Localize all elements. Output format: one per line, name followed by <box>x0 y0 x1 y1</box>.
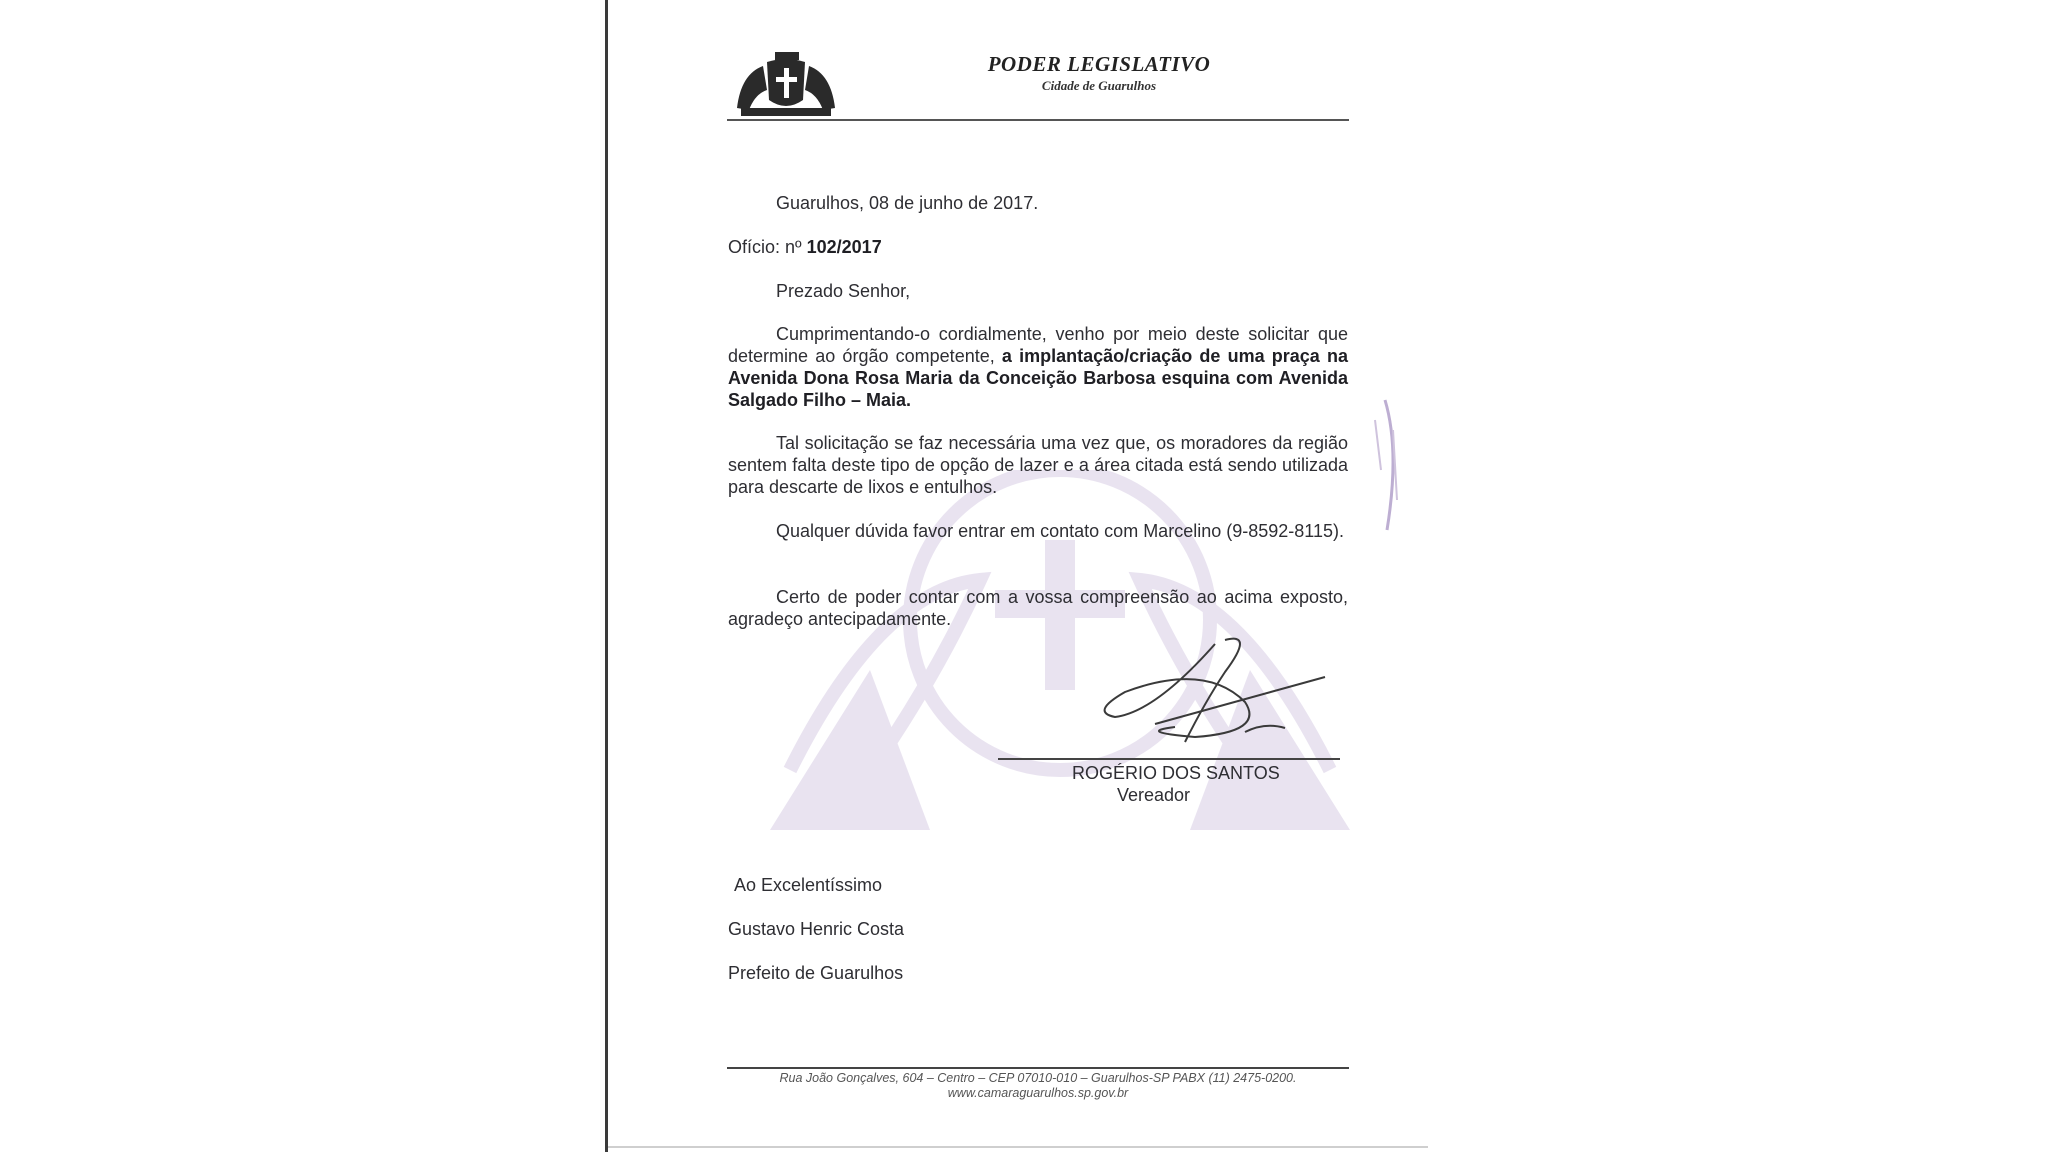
header-rule <box>727 119 1349 121</box>
paragraph-request-text: Cumprimentando-o cordialmente, venho por meio deste solicitar que determine ao órgão competente, <box>728 324 1348 366</box>
oficio-line <box>728 236 882 258</box>
institution-title: PODER LEGISLATIVO <box>987 52 1211 76</box>
paragraph-justification: Tal solicitação se faz necessária uma vez que, os moradores da região sentem falta deste tipo de opção de lazer e a área citada está sendo utilizada para descarte de lixos e entulhos. <box>728 433 1348 497</box>
salutation: Prezado Senhor, <box>776 281 911 301</box>
recipient-name: Gustavo Henric Costa <box>728 919 905 939</box>
footer-website: www.camaraguarulhos.sp.gov.br <box>947 1086 1129 1100</box>
paragraph-request-bold: a implantação/criação de uma praça na Avenida Dona Rosa Maria da Conceição Barbosa esquina com Avenida Salgado Filho – Maia. <box>728 346 1348 410</box>
footer-address: Rua João Gonçalves, 604 – Centro – CEP 07010-010 – Guarulhos-SP PABX (11) 2475-0200. <box>779 1071 1297 1085</box>
paragraph-closing: Certo de poder contar com a vossa compreensão ao acima exposto, agradeço antecipadamente. <box>728 587 1348 629</box>
paragraph-request <box>728 323 1348 411</box>
side-stamp-mark <box>1355 390 1415 540</box>
paragraph-contact: Qualquer dúvida favor entrar em contato com Marcelino (9-8592-8115). <box>776 521 1344 541</box>
handwritten-signature <box>1095 632 1340 762</box>
recipient-salutation: Ao Excelentíssimo <box>734 875 883 895</box>
signatory-name: ROGÉRIO DOS SANTOS <box>1072 763 1280 783</box>
signatory-role: Vereador <box>1117 785 1191 805</box>
footer-rule <box>727 1067 1349 1069</box>
oficio-number: 102/2017 <box>806 237 882 257</box>
place-date: Guarulhos, 08 de junho de 2017. <box>776 193 1039 213</box>
signature-line <box>998 758 1340 760</box>
coat-of-arms-logo <box>733 50 839 118</box>
oficio-label: Ofício: nº <box>728 237 802 257</box>
recipient-title: Prefeito de Guarulhos <box>728 963 904 983</box>
city-subtitle: Cidade de Guarulhos <box>1041 78 1157 93</box>
